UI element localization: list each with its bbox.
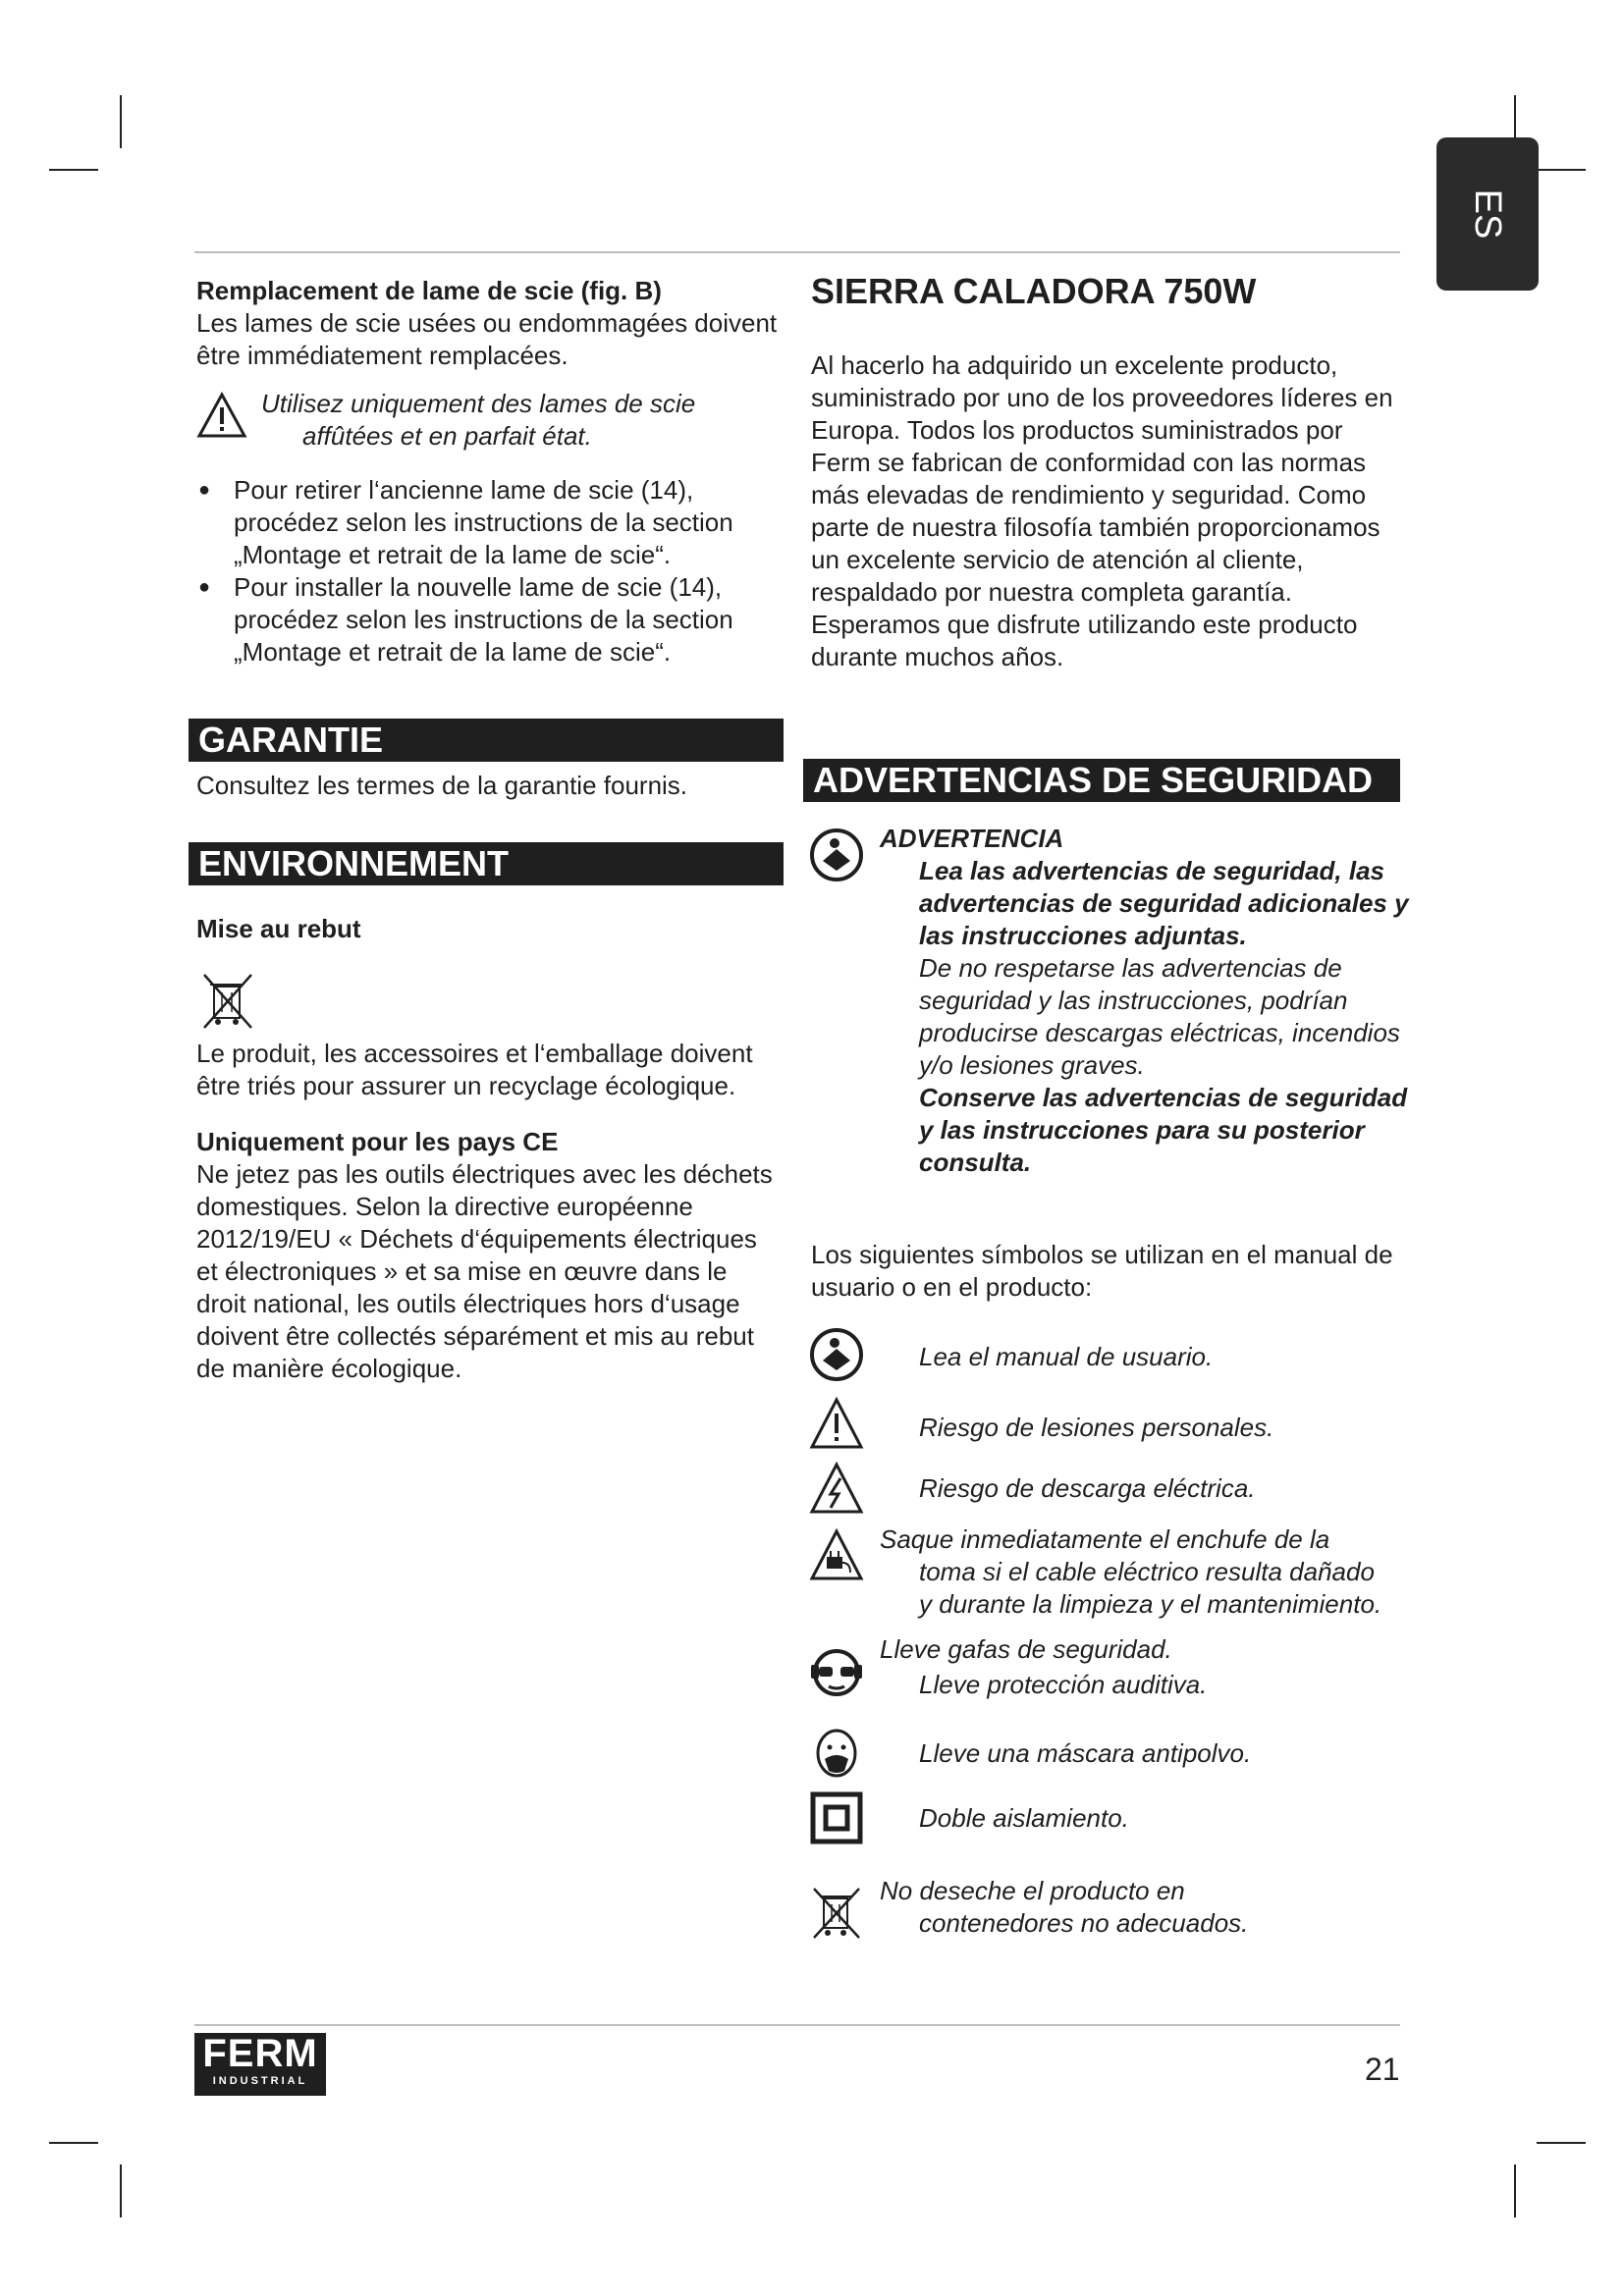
symbol-plug-line3: y durante la limpieza y el mantenimiento.	[919, 1589, 1382, 1619]
warning-block	[880, 823, 1410, 1179]
symbol-goggles-text	[880, 1633, 1207, 1701]
replace-warning-line1: Utilisez uniquement des lames de scie	[261, 389, 696, 418]
symbol-row-double	[809, 1790, 1129, 1845]
language-tab-label: ES	[1467, 188, 1509, 240]
warning-text: De no respetarse las advertencias de seguridad y las instrucciones, podrían producirse descargas eléctricas, incendios y/o lesiones graves.	[919, 953, 1400, 1080]
language-tab	[1436, 137, 1539, 291]
ce-text: Ne jetez pas les outils électriques avec les déchets domestiques. Selon la directive européenne 2012/19/EU « Déchets d‘équipements électriques et électroniques » et sa mise en œuvre dans le droit national, les outils électriques hors d‘usage doivent être collectés séparément et mis au rebut de manière écologique.	[196, 1159, 773, 1383]
environnement-heading: ENVIRONNEMENT	[189, 842, 784, 885]
environnement-section	[189, 842, 784, 1385]
logo-main-text: FERM	[202, 2032, 318, 2075]
symbol-goggles-line: Lleve gafas de seguridad.	[880, 1634, 1172, 1664]
symbol-mask-text: Lleve una máscara antipolvo.	[919, 1738, 1252, 1768]
dust-mask-icon	[809, 1728, 864, 1783]
safety-goggles-icon	[809, 1645, 864, 1700]
crop-mark	[120, 95, 122, 148]
symbol-row-plug	[809, 1523, 1381, 1621]
warning-label: ADVERTENCIA	[880, 824, 1064, 853]
symbol-plug-line2: toma si el cable eléctrico resulta dañado	[919, 1557, 1375, 1586]
symbol-row-injury	[809, 1396, 1273, 1451]
crop-mark	[1537, 169, 1586, 171]
garantie-section	[189, 719, 784, 802]
list-item: ● Pour retirer l‘ancienne lame de scie (14), procédez selon les instructions de la section „Montage et retrait de la lame de scie“.	[196, 474, 785, 571]
symbol-dispose-line2: contenedores no adecuados.	[919, 1908, 1249, 1938]
symbol-injury-text: Riesgo de lesiones personales.	[919, 1413, 1274, 1442]
safety-section	[803, 759, 1400, 802]
replace-text: Les lames de scie usées ou endommagées doivent être immédiatement remplacées.	[196, 308, 778, 370]
page-number: 21	[1365, 2052, 1400, 2087]
symbol-shock-text: Riesgo de descarga eléctrica.	[919, 1473, 1256, 1503]
crop-mark	[49, 169, 98, 171]
garantie-heading: GARANTIE	[189, 719, 784, 762]
crop-mark	[1514, 2164, 1516, 2217]
keep-instructions-text: Conserve las advertencias de seguridad y las instrucciones para su posterior consulta.	[919, 1083, 1408, 1177]
symbol-row-mask	[809, 1728, 1251, 1783]
crop-mark	[1537, 2142, 1586, 2144]
product-intro: Al hacerlo ha adquirido un excelente producto, suministrado por uno de los proveedores líderes en Europa. Todos los productos suministrados por Ferm se fabrican de conformidad con las normas más elevadas de rendimiento y seguridad. Como parte de nuestra filosofía también proporcionamos un excelente servicio de atención al cliente, respaldado por nuestra completa garantía. Esperamos que disfrute utilizando este producto durante muchos años.	[811, 350, 1393, 671]
top-rule	[194, 251, 1400, 253]
safety-heading: ADVERTENCIAS DE SEGURIDAD	[803, 759, 1400, 802]
crossed-bin-icon	[809, 1885, 864, 1940]
symbol-manual-text: Lea el manual de usuario.	[919, 1342, 1214, 1371]
read-manual-icon	[809, 1327, 864, 1382]
left-column	[196, 275, 785, 668]
right-column	[811, 271, 1400, 673]
symbol-dispose-line1: No deseche el producto en	[880, 1876, 1185, 1905]
unplug-warning-icon	[809, 1527, 864, 1582]
symbol-row-manual	[809, 1327, 1213, 1382]
crop-mark	[49, 2142, 98, 2144]
symbol-plug-text	[880, 1523, 1381, 1621]
symbols-intro	[811, 1239, 1400, 1304]
read-manual-icon	[809, 828, 864, 882]
replace-warning-line2: affûtées et en parfait état.	[302, 421, 592, 451]
list-item: ● Pour installer la nouvelle lame de scie (14), procédez selon les instructions de la section „Montage et retrait de la lame de scie“.	[196, 571, 785, 668]
symbol-row-goggles	[809, 1633, 1207, 1701]
warning-triangle-icon	[196, 392, 247, 439]
crop-mark	[120, 2164, 122, 2217]
symbol-double-text: Doble aislamiento.	[919, 1803, 1129, 1833]
bottom-rule	[194, 2024, 1400, 2026]
symbols-intro-text: Los siguientes símbolos se utilizan en el manual de usuario o en el producto:	[811, 1240, 1393, 1302]
symbol-dispose-text	[880, 1875, 1248, 1940]
ferm-logo	[194, 2033, 326, 2096]
symbol-row-shock	[809, 1461, 1256, 1516]
product-title: SIERRA CALADORA 750W	[811, 271, 1257, 311]
garantie-text: Consultez les termes de la garantie fournis.	[196, 771, 688, 800]
logo-sub-text: INDUSTRIAL	[212, 2075, 308, 2087]
warning-triangle-icon	[809, 1396, 864, 1451]
double-insulation-icon	[809, 1790, 864, 1845]
warning-bold-text: Lea las advertencias de seguridad, las advertencias de seguridad adicionales y las instrucciones adjuntas.	[919, 856, 1409, 950]
disposal-subheading: Mise au rebut	[196, 914, 361, 943]
disposal-text: Le produit, les accessoires et l‘emballage doivent être triés pour assurer un recyclage écologique.	[196, 1039, 753, 1100]
symbol-plug-line1: Saque inmediatamente el enchufe de la	[880, 1524, 1330, 1554]
crossed-bin-icon	[198, 971, 257, 1030]
ce-title: Uniquement pour les pays CE	[196, 1127, 559, 1156]
symbol-hearing-line: Lleve protección auditiva.	[919, 1670, 1208, 1699]
replace-title: Remplacement de lame de scie (fig. B)	[196, 276, 662, 305]
symbol-row-dispose	[809, 1875, 1248, 1940]
electric-shock-icon	[809, 1461, 864, 1516]
replace-warning	[196, 388, 785, 453]
